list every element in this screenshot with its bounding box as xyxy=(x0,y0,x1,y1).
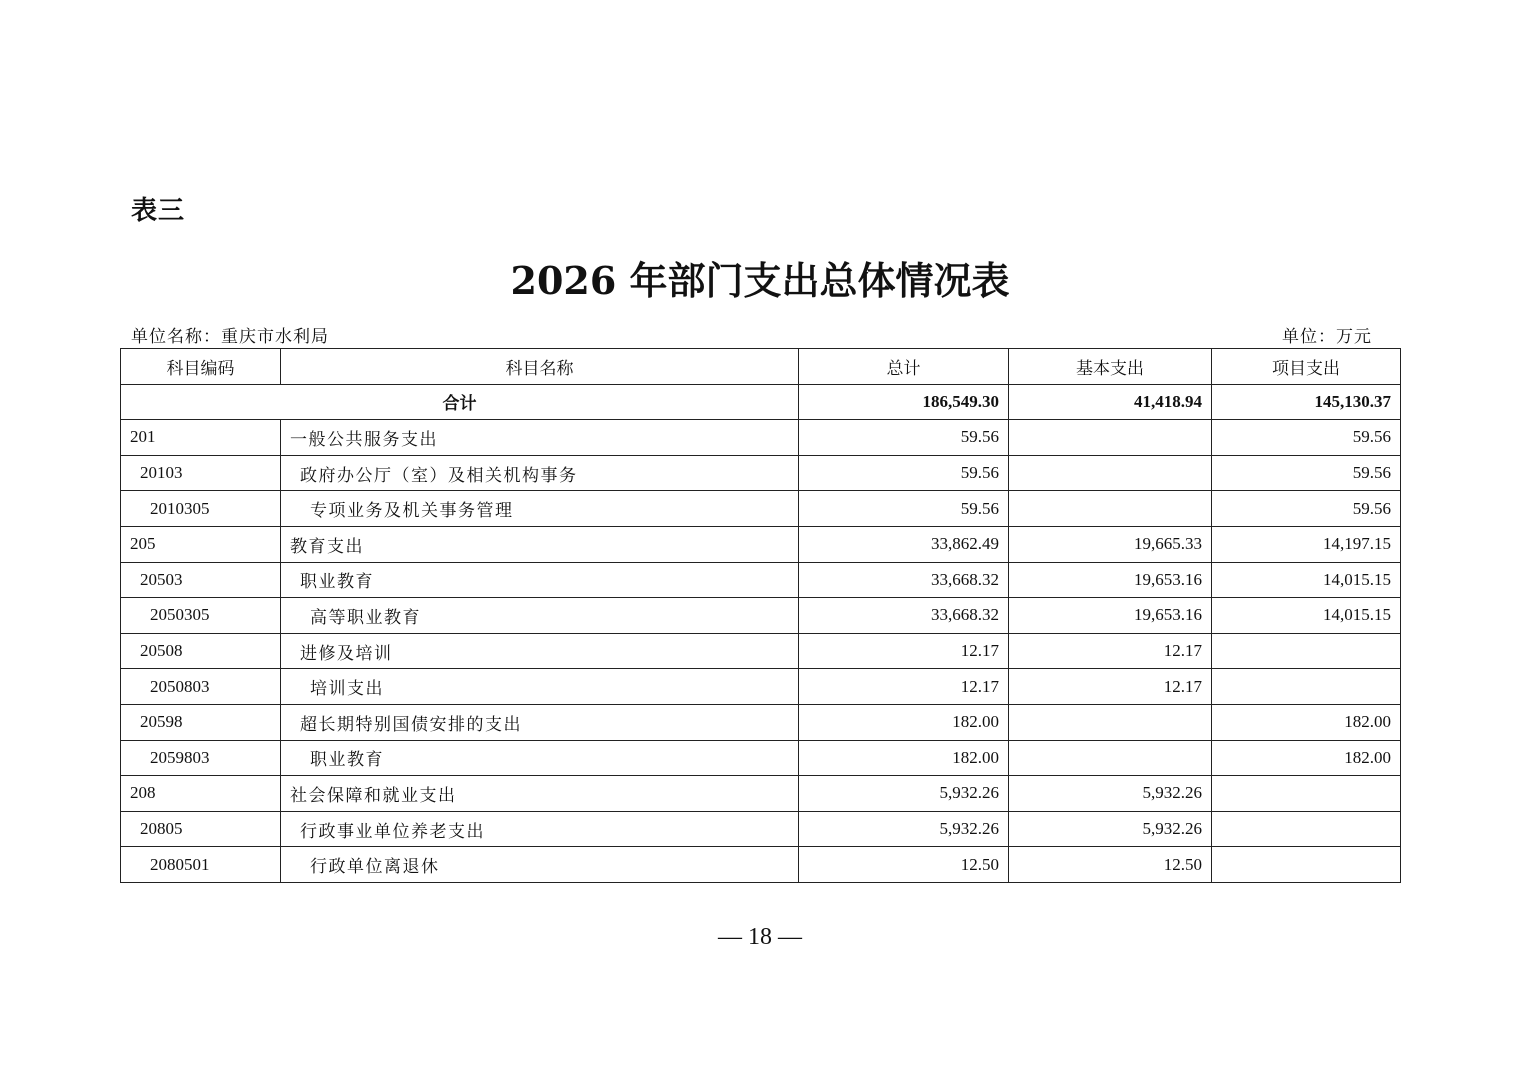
cell-name: 专项业务及机关事务管理 xyxy=(281,491,799,527)
table-row xyxy=(121,776,1401,812)
page-number: — 18 — xyxy=(718,924,802,950)
cell-basic xyxy=(1009,455,1212,491)
cell-total: 5,932.26 xyxy=(799,811,1009,847)
cell-total: 182.00 xyxy=(799,704,1009,740)
table-row xyxy=(121,633,1401,669)
cell-code: 205 xyxy=(121,526,281,562)
cell-basic xyxy=(1009,420,1212,456)
table-row xyxy=(121,420,1401,456)
cell-total: 12.50 xyxy=(799,847,1009,883)
cell-code: 201 xyxy=(121,420,281,456)
cell-basic xyxy=(1009,740,1212,776)
cell-total: 33,668.32 xyxy=(799,562,1009,598)
cell-project xyxy=(1212,776,1401,812)
cell-code: 2059803 xyxy=(121,740,281,776)
table-row xyxy=(121,598,1401,634)
header-project: 项目支出 xyxy=(1212,349,1401,385)
table-row xyxy=(121,740,1401,776)
header-row xyxy=(121,349,1401,385)
cell-total: 33,668.32 xyxy=(799,598,1009,634)
cell-name: 行政事业单位养老支出 xyxy=(281,811,799,847)
cell-basic xyxy=(1009,491,1212,527)
expense-table xyxy=(120,348,1401,883)
cell-name: 社会保障和就业支出 xyxy=(281,776,799,812)
table-row xyxy=(121,455,1401,491)
cell-project: 14,015.15 xyxy=(1212,598,1401,634)
cell-project xyxy=(1212,847,1401,883)
header-total: 总计 xyxy=(799,349,1009,385)
cell-total: 12.17 xyxy=(799,633,1009,669)
table-row xyxy=(121,847,1401,883)
cell-total: 59.56 xyxy=(799,491,1009,527)
cell-project xyxy=(1212,633,1401,669)
table-row xyxy=(121,811,1401,847)
cell-name: 培训支出 xyxy=(281,669,799,705)
table-row xyxy=(121,562,1401,598)
total-total: 186,549.30 xyxy=(799,384,1009,420)
cell-name: 教育支出 xyxy=(281,526,799,562)
cell-project: 182.00 xyxy=(1212,704,1401,740)
cell-project: 14,197.15 xyxy=(1212,526,1401,562)
cell-name: 行政单位离退休 xyxy=(281,847,799,883)
table-row xyxy=(121,491,1401,527)
cell-code: 2010305 xyxy=(121,491,281,527)
cell-code: 208 xyxy=(121,776,281,812)
cell-project: 59.56 xyxy=(1212,491,1401,527)
cell-code: 20805 xyxy=(121,811,281,847)
table-row xyxy=(121,704,1401,740)
cell-name: 进修及培训 xyxy=(281,633,799,669)
unit-name: 单位名称：重庆市水利局 xyxy=(131,327,329,347)
cell-project: 14,015.15 xyxy=(1212,562,1401,598)
cell-total: 12.17 xyxy=(799,669,1009,705)
cell-name: 职业教育 xyxy=(281,562,799,598)
table-row xyxy=(121,669,1401,705)
header-basic: 基本支出 xyxy=(1009,349,1212,385)
cell-code: 20103 xyxy=(121,455,281,491)
cell-project: 59.56 xyxy=(1212,420,1401,456)
cell-code: 2080501 xyxy=(121,847,281,883)
cell-code: 20508 xyxy=(121,633,281,669)
cell-name: 超长期特别国债安排的支出 xyxy=(281,704,799,740)
header-code: 科目编码 xyxy=(121,349,281,385)
cell-total: 5,932.26 xyxy=(799,776,1009,812)
table-row xyxy=(121,526,1401,562)
header-name: 科目名称 xyxy=(281,349,799,385)
cell-basic: 12.17 xyxy=(1009,633,1212,669)
cell-total: 33,862.49 xyxy=(799,526,1009,562)
unit-measure: 单位：万元 xyxy=(1282,327,1372,347)
cell-basic: 19,653.16 xyxy=(1009,562,1212,598)
cell-name: 政府办公厅（室）及相关机构事务 xyxy=(281,455,799,491)
table-label: 表三 xyxy=(131,196,186,226)
cell-code: 20503 xyxy=(121,562,281,598)
cell-basic: 5,932.26 xyxy=(1009,811,1212,847)
cell-name: 职业教育 xyxy=(281,740,799,776)
total-project: 145,130.37 xyxy=(1212,384,1401,420)
cell-total: 59.56 xyxy=(799,420,1009,456)
cell-code: 20598 xyxy=(121,704,281,740)
cell-code: 2050803 xyxy=(121,669,281,705)
cell-project: 59.56 xyxy=(1212,455,1401,491)
total-basic: 41,418.94 xyxy=(1009,384,1212,420)
cell-basic: 5,932.26 xyxy=(1009,776,1212,812)
total-label: 合计 xyxy=(121,384,799,420)
cell-project: 182.00 xyxy=(1212,740,1401,776)
cell-project xyxy=(1212,811,1401,847)
cell-project xyxy=(1212,669,1401,705)
cell-code: 2050305 xyxy=(121,598,281,634)
cell-basic: 19,653.16 xyxy=(1009,598,1212,634)
cell-basic xyxy=(1009,704,1212,740)
cell-basic: 12.50 xyxy=(1009,847,1212,883)
cell-name: 高等职业教育 xyxy=(281,598,799,634)
cell-basic: 12.17 xyxy=(1009,669,1212,705)
cell-basic: 19,665.33 xyxy=(1009,526,1212,562)
total-row xyxy=(121,384,1401,420)
cell-total: 182.00 xyxy=(799,740,1009,776)
document-title: 2026 年部门支出总体情况表 xyxy=(510,258,1010,303)
cell-total: 59.56 xyxy=(799,455,1009,491)
cell-name: 一般公共服务支出 xyxy=(281,420,799,456)
